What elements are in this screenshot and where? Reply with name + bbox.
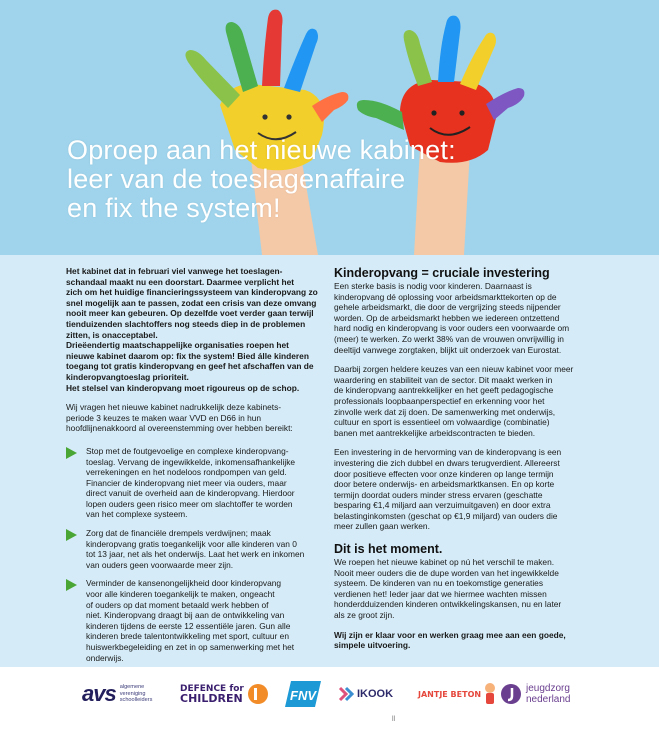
- text-line: voor alle kinderen toegankelijk te maken, ongeacht: [86, 589, 275, 600]
- text-line: nederland: [526, 694, 571, 705]
- left-column: [66, 266, 321, 663]
- text-line: zich om het huidige financieringssysteem van kinderopvang zo: [66, 287, 318, 298]
- text-line: direct vanuit de overheid aan de kinderopvang. Hierdoor: [86, 488, 295, 499]
- avs-logo-mark: avs: [82, 681, 116, 706]
- text-line: hoofdlijnenakkoord al overeenstemming over hebben bereikt:: [66, 423, 293, 434]
- body-paragraph: [334, 557, 596, 621]
- text-line: jeugdzorg: [526, 683, 570, 694]
- text-line: periode 3 keuzes te maken waar VVD en D66 in hun: [66, 412, 262, 423]
- green-triangle-icon: [66, 447, 77, 459]
- text-line: onderwijs.: [86, 652, 124, 663]
- jantje-mascot-icon: [483, 682, 497, 706]
- text-line: door positieve effecten voor onze kinderen op lange termijn: [334, 468, 554, 479]
- avs-logo-text: [120, 684, 153, 703]
- text-line: CHILDREN: [180, 692, 243, 705]
- text-line: niet. Kinderopvang draagt bij aan de ontwikkeling van: [86, 610, 285, 621]
- text-line: verdienen het! Ieder jaar dat we hiermee wachten missen: [334, 588, 547, 599]
- bullet-item: [66, 578, 321, 663]
- jantje-logo-text: JANTJE BETON: [418, 689, 482, 699]
- title-line: en fix the system!: [67, 193, 281, 223]
- title-line: leer van de toeslagenaffaire: [67, 164, 406, 194]
- text-line: belastinginkomsten (geschat op €1,9 miljard) van ouders die: [334, 510, 558, 521]
- jantje-beton-logo: [418, 677, 497, 711]
- text-line: huiswerkbegeleiding en zet in op samenwerking met het: [86, 642, 295, 652]
- section-heading: Dit is het moment.: [334, 542, 443, 557]
- text-line: worden. Op de arbeidsmarkt hebben we iedereen ontzettend: [334, 312, 560, 323]
- request-paragraph: [66, 402, 321, 434]
- dfc-logo-text: [180, 684, 244, 704]
- title-line: Oproep aan het nieuwe kabinet:: [67, 135, 456, 165]
- fnv-logo: [283, 677, 323, 711]
- avs-logo: [82, 677, 152, 711]
- bullet-item: [66, 528, 321, 570]
- text-line: door betere onderwijs- en arbeidsmarktkansen. En op korte: [334, 479, 555, 490]
- text-line: zitten, is onacceptabel.: [66, 329, 158, 340]
- text-line: tienduizenden slachtoffers nog steeds diep in de problemen: [66, 318, 306, 329]
- text-line: We roepen het nieuwe kabinet op nú het verschil te maken.: [334, 557, 555, 568]
- text-line: nooit meer kan gebeuren. Op dezelfde voet verder gaan terwijl: [66, 308, 314, 319]
- text-line: Zorg dat de financiële drempels verdwijnen; maak: [86, 528, 271, 539]
- fnv-emblem-icon: [283, 677, 323, 711]
- text-line: Verminder de kansenongelijkheid door kinderopvang: [86, 578, 282, 589]
- hero-banner: [0, 0, 659, 255]
- page-mark: ll: [392, 716, 396, 723]
- text-line: systeem. De kinderen van nu en toekomstige generaties: [334, 578, 544, 589]
- text-line: de kinderopvang aantrekkelijker en het geeft pedagogische: [334, 385, 554, 396]
- right-column: [334, 266, 596, 651]
- text-line: toegang tot gratis kinderopvang en geef het afschaffen van de: [66, 361, 314, 372]
- text-line: Nooit meer ouders die de dupe worden van het ingewikkelde: [334, 567, 559, 578]
- text-line: Het kabinet dat in februari viel vanwege het toeslagen-: [66, 266, 283, 276]
- ikook-emblem-icon: [338, 684, 354, 704]
- text-line: toeslag. Vervang de ingewikkelde, inkomensafhankelijke: [86, 456, 296, 467]
- defence-for-children-logo: [180, 677, 269, 711]
- text-line: kinderen brede talentontwikkeling met sport, cultuur en: [86, 631, 289, 642]
- text-line: lopen ouders geen risico meer om slachtoffer te worden: [86, 498, 293, 509]
- fnv-logo-text: FNV: [290, 688, 316, 703]
- text-line: Een sterke basis is nodig voor kinderen. Daarnaast is: [334, 281, 532, 291]
- text-line: schoolleiders: [119, 697, 153, 704]
- text-line: meer zullen gaan werken.: [334, 521, 430, 532]
- page-title: [67, 136, 547, 223]
- text-line: als ze groot zijn.: [334, 610, 395, 621]
- jeugdzorg-emblem-icon: [500, 683, 522, 705]
- text-line: kinderopvangtoeslag prioriteit.: [66, 371, 189, 382]
- text-line: Wij zijn er klaar voor en werken graag mee aan een goede,: [334, 629, 566, 640]
- text-line: Daarbij zorgen heldere keuzes van een nieuw kabinet voor meer: [334, 364, 574, 375]
- text-line: simpele uitvoering.: [334, 640, 411, 651]
- text-line: besparing €1,4 miljard aan verzuimuitgaven) en door extra: [334, 500, 551, 511]
- text-line: kinderopvang dé oplossing voor arbeidsmarkttekorten op de: [334, 291, 557, 302]
- body-paragraph: [334, 364, 596, 438]
- text-line: van ouders geen voorwaarde meer zijn.: [86, 559, 234, 570]
- text-line: Een investering in de hervorming van de kinderopvang is een: [334, 447, 562, 458]
- text-line: snel mogelijk aan te passen, zodat een crisis van deze omvang: [66, 297, 317, 308]
- text-line: verrekeningen en het nodeloos rondpompen van geld.: [86, 467, 287, 478]
- dfc-emblem-icon: [247, 682, 269, 706]
- text-line: professionals loopbaanperspectief en erkenning voor het: [334, 395, 545, 406]
- text-line: vereniging: [119, 690, 146, 697]
- text-line: deeltijd vanwege zorgtaken, blijkt uit onderzoek van Eurostat.: [334, 344, 562, 355]
- text-line: investering die zich dubbel en dwars terugverdient. Allereerst: [334, 457, 560, 468]
- text-line: Wij vragen het nieuwe kabinet nadrukkelijk deze kabinets-: [66, 402, 282, 413]
- text-line: Het stelsel van kinderopvang moet rigoureus op de schop.: [66, 382, 300, 393]
- text-line: Drieëendertig maatschappelijke organisaties roepen het: [66, 340, 289, 351]
- bullet-item: [66, 446, 321, 520]
- jeugdzorg-nederland-logo: [500, 677, 570, 711]
- text-line: Stop met de foutgevoelige en complexe kinderopvang-: [86, 445, 289, 456]
- body-paragraph: [334, 281, 596, 355]
- text-line: kinderopvang gratis toegankelijk voor alle kinderen van 0: [86, 538, 297, 549]
- text-line: of ouders op dat moment betaald werk hebben of: [86, 599, 269, 610]
- text-line: van het complexe systeem.: [86, 509, 188, 520]
- text-line: gehele arbeidsmarkt, die door de vergrijzing steeds nijpender: [334, 302, 561, 313]
- yellow-hand-eye: [262, 114, 267, 119]
- text-line: zinvolle werk dat zij doen. De samenwerking met onderwijs,: [334, 406, 556, 417]
- ikook-logo-text: IKOOK: [357, 688, 394, 700]
- text-line: termijn doordat ouders minder stress ervaren (geschatte: [334, 489, 543, 500]
- article-body: [0, 255, 659, 667]
- text-line: waardering en stabiliteit van de sector. Dit maakt werken in: [334, 374, 553, 385]
- jeugdzorg-logo-text: [526, 683, 570, 705]
- red-hand-eye: [431, 110, 436, 115]
- text-line: tot 13 jaar, net als het onderwijs. Laat het werk en inkomen: [86, 549, 305, 560]
- closing-statement: [334, 630, 596, 651]
- text-line: algemene: [119, 684, 145, 691]
- intro-paragraph: [66, 266, 321, 393]
- text-line: DEFENCE for: [180, 684, 244, 694]
- partner-logos: [0, 667, 659, 729]
- ikook-logo: [338, 677, 393, 711]
- text-line: (meer) te werken. Zo werkt 38% van de vrouwen onvrijwillig in: [334, 333, 564, 344]
- green-triangle-icon: [66, 579, 77, 591]
- text-line: cultuur en sport is essentieel om volwaardige (combinatie): [334, 417, 550, 428]
- text-line: nieuwe kabinet daarom op: fix the system! Bied álle kinderen: [66, 350, 309, 361]
- text-line: kinderen tijdens de eerste 12 essentiële jaren. Gun alle: [86, 620, 291, 631]
- body-paragraph: [334, 447, 596, 532]
- text-line: hard nodig en kinderopvang is voor ouders een voorwaarde om: [334, 323, 570, 334]
- text-line: schandaal maakt nu een doorstart. Daarmee verplicht het: [66, 276, 295, 287]
- text-line: Financier de kinderopvang niet meer via ouders, maar: [86, 477, 287, 488]
- text-line: honderdduizenden kinderen ontwikkelingskansen, nu en later: [334, 599, 562, 610]
- section-heading: Kinderopvang = cruciale investering: [334, 266, 550, 280]
- green-triangle-icon: [66, 529, 77, 541]
- text-line: banen met aantrekkelijke arbeidscontracten te bieden.: [334, 427, 536, 438]
